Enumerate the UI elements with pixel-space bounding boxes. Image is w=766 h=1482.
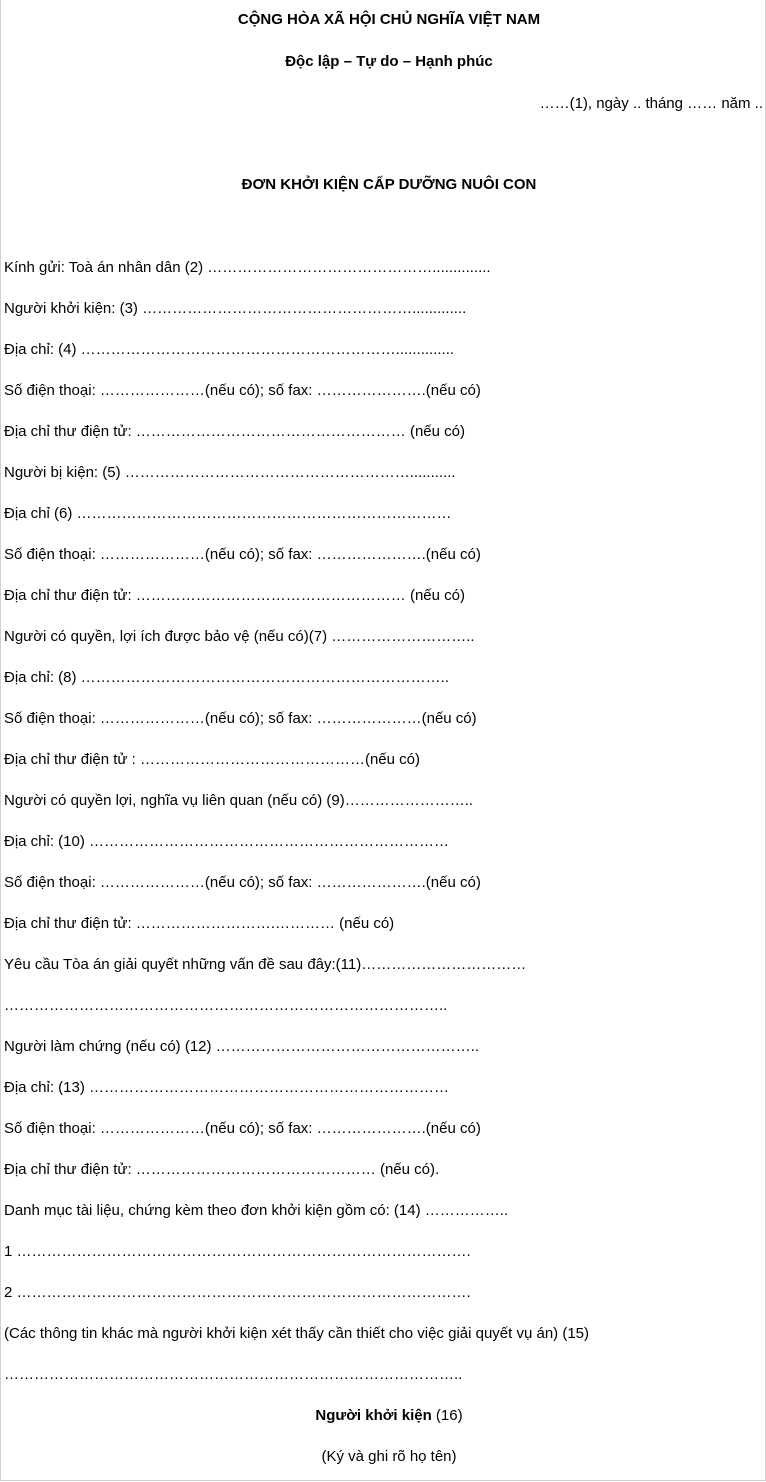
form-line: Địa chỉ: (13) ……………………………………………………………… xyxy=(4,1079,450,1096)
form-line: Số điện thoại: …………………(nếu có); số fax: ………………….(nếu có) xyxy=(4,1120,481,1137)
motto: Độc lập – Tự do – Hạnh phúc xyxy=(285,53,493,70)
form-line: …………………………………………………………………………….. xyxy=(4,997,448,1014)
document-title: ĐƠN KHỞI KIỆN CẤP DƯỠNG NUÔI CON xyxy=(241,176,537,193)
form-line: Số điện thoại: …………………(nếu có); số fax: …………………(nếu có) xyxy=(4,710,477,727)
form-line: 2 ………………………………………………………………………………. xyxy=(4,1284,471,1301)
form-line: Số điện thoại: …………………(nếu có); số fax: ………………….(nếu có) xyxy=(4,874,481,891)
signature-number: (16) xyxy=(431,1407,463,1424)
form-line: Người có quyền, lợi ích được bảo vệ (nếu có)(7) ……………………….. xyxy=(4,628,475,645)
form-line: Yêu cầu Tòa án giải quyết những vấn đề sau đây:(11)…………………………… xyxy=(4,956,527,973)
form-line: Địa chỉ thư điện tử: ……………………………………………… (nếu có) xyxy=(4,587,466,604)
form-line: Địa chỉ thư điện tử: ……………………….………… (nếu có) xyxy=(4,915,395,932)
form-line: Kính gửi: Toà án nhân dân (2) ……………………………………….............. xyxy=(4,259,491,276)
country-heading: CỘNG HÒA XÃ HỘI CHỦ NGHĨA VIỆT NAM xyxy=(237,11,541,28)
signature-label: Người khởi kiện xyxy=(315,1407,432,1424)
form-line: Số điện thoại: …………………(nếu có); số fax: ………………….(nếu có) xyxy=(4,382,481,399)
form-line: Địa chỉ thư điện tử : ………………………………………(nếu có) xyxy=(4,751,421,768)
form-line: Danh mục tài liệu, chứng kèm theo đơn khởi kiện gồm có: (14) …………….. xyxy=(4,1202,509,1219)
form-line: Người làm chứng (nếu có) (12) …………………………………………….. xyxy=(4,1038,479,1055)
form-line: Địa chỉ thư điện tử: ………………………………………… (nếu có). xyxy=(4,1161,440,1178)
form-line: Người bị kiện: (5) …………………………………………………........... xyxy=(4,464,456,481)
form-line: (Các thông tin khác mà người khởi kiện xét thấy cần thiết cho việc giải quyết vụ án) (15) xyxy=(4,1325,590,1342)
form-line: Địa chỉ: (4) ……………………………………………………….............. xyxy=(4,341,455,358)
form-line: Người khởi kiện: (3) ………………………………………………............. xyxy=(4,300,467,317)
form-line: Số điện thoại: …………………(nếu có); số fax: ………………….(nếu có) xyxy=(4,546,481,563)
signature-heading xyxy=(1,1407,766,1424)
place-date: ……(1), ngày .. tháng …… năm .. xyxy=(539,95,763,112)
form-line: Địa chỉ thư điện tử: ……………………………………………… (nếu có) xyxy=(4,423,466,440)
form-line: 1 ………………………………………………………………………………. xyxy=(4,1243,471,1260)
form-line: ……………………………………………………………………………….. xyxy=(4,1366,463,1383)
form-line: Địa chỉ: (10) ……………………………………………………………… xyxy=(4,833,450,850)
form-line: Địa chỉ (6) ………………………………………………………………… xyxy=(4,505,452,522)
form-line: Địa chỉ: (8) ……………………………………………………………….. xyxy=(4,669,450,686)
signature-note: (Ký và ghi rõ họ tên) xyxy=(321,1448,457,1465)
form-line: Người có quyền lợi, nghĩa vụ liên quan (nếu có) (9)…………………….. xyxy=(4,792,474,809)
